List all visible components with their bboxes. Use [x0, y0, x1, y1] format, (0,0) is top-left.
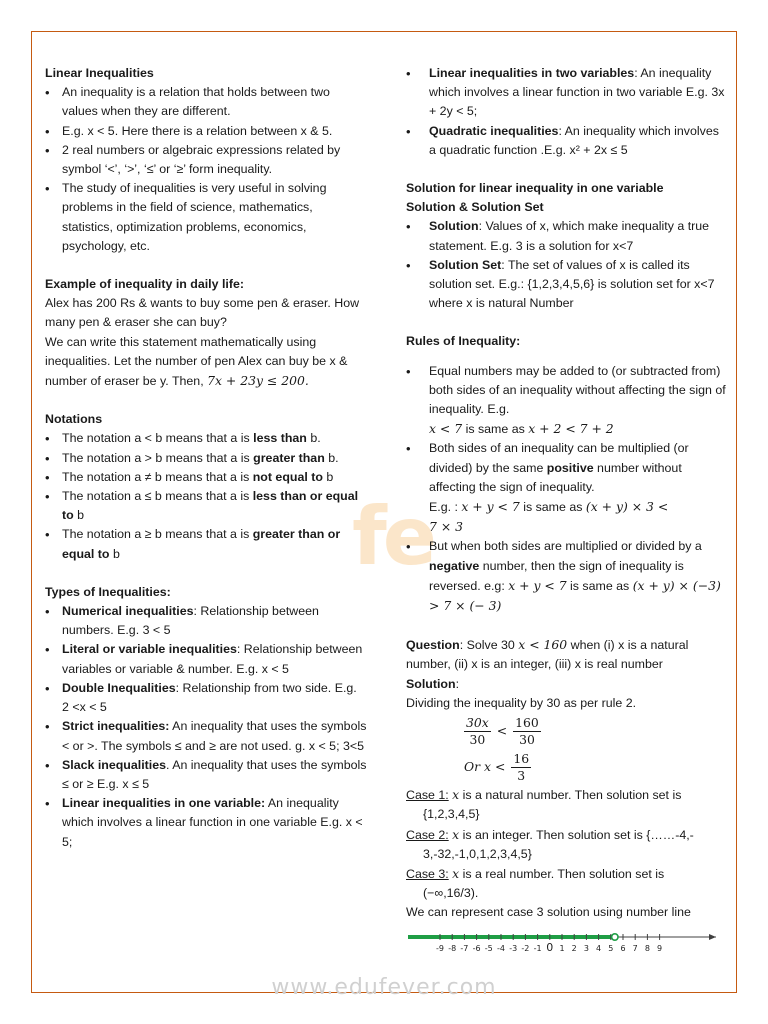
- list-item: • Equal numbers may be added to (or subtracted from) both sides of an inequality without affecting the sign of inequality. E.g. x < 7 is same as x + 2 < 7 + 2: [406, 362, 728, 440]
- list-item: • Solution: Values of x, which make inequality a true statement. E.g. 3 is a solution for x<7: [406, 217, 728, 255]
- solution-list: [406, 217, 728, 313]
- tick-label: 2: [571, 943, 577, 953]
- number-line: [406, 929, 718, 959]
- tick-label: 3: [583, 943, 589, 953]
- number-line-text: We can represent case 3 solution using number line: [406, 905, 691, 920]
- tick-label: 6: [620, 943, 626, 953]
- example-title: Example of inequality in daily life:: [45, 277, 244, 292]
- notations-title: Notations: [45, 412, 103, 427]
- list-item: • The notation a ≤ b means that a is less than or equal to b: [45, 487, 367, 525]
- right-column: [406, 64, 728, 965]
- question-paragraph: Question: Solve 30 x < 160 when (i) x is a natural number, (ii) x is an integer, (iii) x is real number: [406, 637, 689, 672]
- list-item: • The notation a ≥ b means that a is greater than or equal to b: [45, 525, 367, 563]
- open-endpoint: [612, 933, 618, 939]
- list-item: • An inequality is a relation that holds between two values when they are different.: [45, 83, 367, 121]
- tick-label: -2: [521, 943, 530, 953]
- case-2: Case 2: x is an integer. Then solution set is {……-4,-: [406, 826, 694, 842]
- list-item: • But when both sides are multiplied or divided by a negative number, then the sign of inequality is reversed. e.g: x + y < 7 is same as (x + y) × (−3) > 7 × (− 3): [406, 537, 728, 616]
- list-item: • Quadratic inequalities: An inequality which involves a quadratic function .E.g. x² + 2x ≤ 5: [406, 122, 728, 160]
- tick-label: 4: [596, 943, 602, 953]
- case-1-set: {1,2,3,4,5}: [423, 807, 480, 822]
- example-paragraph-2: We can write this statement mathematically using inequalities. Let the number of pen Alex can buy be x & number of eraser be y. Then, 7x + 23y ≤ 200.: [45, 334, 348, 389]
- case-3-set: (−∞,16/3).: [423, 886, 479, 901]
- list-item: • Literal or variable inequalities: Relationship between variables or variable & number. E.g. x < 5: [45, 640, 367, 678]
- types-continued-list: [406, 64, 728, 160]
- linear-inequalities-list: [45, 83, 367, 256]
- watermark-logo: fe: [352, 490, 434, 583]
- example-expression: 7x + 23y ≤ 200.: [207, 373, 309, 389]
- solution-label: Solution:: [406, 676, 460, 691]
- list-item: • The study of inequalities is very useful in solving problems in the field of science, mathematics, statistics, optimization problems, economics, psychology, etc.: [45, 179, 367, 256]
- tick-label: 1: [559, 943, 565, 953]
- list-item: • Solution Set: The set of values of x is called its solution set. E.g.: {1,2,3,4,5,6} is solution set for x<7 where x is natural Number: [406, 256, 728, 314]
- fraction: $\frac{160}{30}$: [515, 714, 539, 747]
- solution-title-1: Solution for linear inequality in one variable: [406, 181, 664, 196]
- rules-list: [406, 362, 728, 617]
- fraction: $\frac{16}{3}$: [513, 750, 530, 783]
- fraction-line-2: Or x < $\frac{16}{3}$: [464, 750, 530, 783]
- left-column: [45, 64, 367, 852]
- dividing-text: Dividing the inequality by 30 as per rule 2.: [406, 695, 637, 710]
- solution-title-2: Solution & Solution Set: [406, 200, 544, 215]
- tick-label: -4: [497, 943, 505, 953]
- notations-list: [45, 429, 367, 563]
- linear-inequalities-title: Linear Inequalities: [45, 66, 154, 80]
- tick-label: 8: [644, 943, 650, 953]
- fraction-line-1: $\frac{30x}{30}$ < $\frac{160}{30}$: [466, 714, 539, 747]
- tick-label: 9: [657, 943, 663, 953]
- list-item: • The notation a > b means that a is greater than b.: [45, 449, 367, 468]
- types-title: Types of Inequalities:: [45, 584, 171, 599]
- tick-label: -3: [509, 943, 518, 953]
- list-item: • Double Inequalities: Relationship from two side. E.g. 2 <x < 5: [45, 679, 367, 717]
- tick-label: 5: [608, 943, 614, 953]
- list-item: • The notation a ≠ b means that a is not equal to b: [45, 468, 367, 487]
- list-item: • Strict inequalities: An inequality that uses the symbols < or >. The symbols ≤ and ≥ are not used. g. x < 5; 3<5: [45, 717, 367, 755]
- tick-label: -7: [460, 943, 469, 953]
- list-item: • Linear inequalities in one variable: An inequality which involves a linear function in one variable E.g. x < 5;: [45, 794, 367, 852]
- tick-label: -5: [484, 943, 493, 953]
- list-item: • 2 real numbers or algebraic expressions related by symbol ‘<’, ‘>’, ‘≤’ or ‘≥’ form inequality.: [45, 141, 367, 179]
- tick-label: 0: [546, 940, 554, 954]
- tick-label: -1: [533, 943, 542, 953]
- watermark-url: www.edufever.com: [271, 975, 497, 1000]
- rules-title: Rules of Inequality:: [406, 334, 521, 349]
- list-item: • Slack inequalities. An inequality that uses the symbols ≤ or ≥ E.g. x ≤ 5: [45, 756, 367, 794]
- tick-label: 7: [632, 943, 638, 953]
- axis-arrow: [709, 934, 716, 940]
- list-item: • Numerical inequalities: Relationship between numbers. E.g. 3 < 5: [45, 602, 367, 640]
- list-item: • Both sides of an inequality can be multiplied (or divided) by the same positive number without affecting the sign of inequality. E.g. : x + y < 7 is same as (x + y) × 3 < 7 × 3: [406, 439, 728, 537]
- tick-label: -6: [472, 943, 481, 953]
- list-item: • The notation a < b means that a is less than b.: [45, 429, 367, 448]
- list-item: • Linear inequalities in two variables: An inequality which involves a linear function in two variable E.g. 3x + 2y < 5;: [406, 64, 728, 122]
- tick-label: -8: [448, 943, 457, 953]
- types-list: [45, 602, 367, 852]
- tick-label: -9: [436, 943, 444, 953]
- example-paragraph-1: Alex has 200 Rs & wants to buy some pen & eraser. How many pen & eraser she can buy?: [45, 296, 360, 330]
- list-item: • E.g. x < 5. Here there is a relation between x & 5.: [45, 122, 367, 141]
- case-2-set: 3,-32,-1,0,1,2,3,4,5}: [423, 846, 532, 861]
- case-3: Case 3: x is a real number. Then solution set is: [406, 865, 665, 881]
- fraction: $\frac{30x}{30}$: [466, 714, 489, 747]
- case-1: Case 1: x is a natural number. Then solution set is: [406, 787, 682, 803]
